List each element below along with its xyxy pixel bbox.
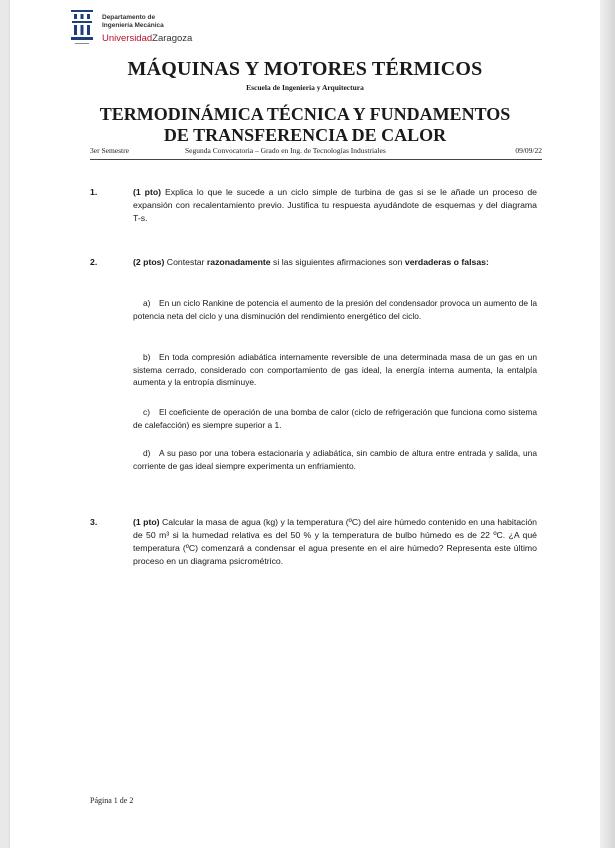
page-number: Página 1 de 2 (90, 796, 134, 805)
statement-c (133, 406, 537, 431)
subject-title-line-1: TERMODINÁMICA TÉCNICA Y FUNDAMENTOS (99, 104, 511, 124)
department-line-1: Departamento de (102, 14, 156, 21)
school-name: Escuela de Ingeniería y Arquitectura (246, 83, 364, 92)
statement-label: c) (143, 407, 150, 417)
exam-date: 09/09/22 (515, 146, 542, 155)
emphasis-reasoned: razonadamente (206, 257, 271, 267)
statement-b (133, 351, 537, 389)
viewer-edge (600, 0, 615, 848)
emphasis-true-false: verdaderas o falsas: (404, 257, 489, 267)
statement-label: a) (143, 298, 151, 308)
statement-text: En toda compresión adiabática internamente reversible de una determinada masa de un gas en un sistema cerrado, considerado con comportamiento de gas ideal, la energía interna aumenta, la entalpía aumenta y la entropía disminuye. (133, 352, 537, 387)
university-name-b: Zaragoza (152, 33, 193, 44)
subject-title (10, 104, 600, 146)
question-points: (2 ptos) (133, 257, 165, 267)
semester: 3er Semestre (90, 146, 129, 155)
statement-label: d) (143, 448, 151, 458)
question-text (133, 516, 537, 568)
university-logo (70, 8, 230, 54)
university-name (102, 33, 192, 45)
subject-title-line-2: DE TRANSFERENCIA DE CALOR (163, 125, 447, 145)
statement-text: En un ciclo Rankine de potencia el aumento de la presión del condensador provoca un aumento de la potencia neta del ciclo y una disminución del rendimiento energético del ciclo. (133, 298, 537, 321)
question-body-a: Contestar (164, 257, 207, 267)
statement-d (133, 447, 537, 472)
question-number: 2. (90, 257, 98, 267)
question-body-b: si las siguientes afirmaciones son (270, 257, 405, 267)
statement-label: b) (143, 352, 151, 362)
exam-page (10, 0, 600, 848)
university-name-a: Universidad (102, 33, 153, 44)
question-body: Calcular la masa de agua (kg) y la temperatura (ºC) del aire húmedo contenido en una habitación de 50 m³ si la humedad relativa es del 50 % y la temperatura de bulbo húmedo es de 22 ºC. ¿A qué temperatura (ºC) comenzará a condensar el agua presente en el aire húmedo? Representa este último proceso en un diagrama psicrométrico. (133, 517, 537, 566)
exam-call: Segunda Convocatoria – Grado en Ing. de Tecnologías Industriales (185, 146, 386, 155)
question-points: (1 pto) (133, 517, 160, 527)
question-text (133, 256, 537, 269)
statement-text: A su paso por una tobera estacionaria y adiabática, sin cambio de altura entre entrada y salida, una corriente de gas ideal siempre experimenta un enfriamiento. (133, 448, 537, 471)
question-number: 3. (90, 517, 98, 527)
question-text (133, 186, 537, 225)
university-crest-icon (70, 10, 94, 48)
statement-text: El coeficiente de operación de una bomba de calor (ciclo de refrigeración que funciona como sistema de calefacción) es siempre superior a 1. (133, 407, 537, 430)
question-points: (1 pto) (133, 187, 162, 197)
course-title: MÁQUINAS Y MOTORES TÉRMICOS (127, 58, 483, 80)
question-body: Explica lo que le sucede a un ciclo simple de turbina de gas si se le añade un proceso de expansión con recalentamiento previo. Justifica tu respuesta ayudándote de esquemas y del diagrama T-s. (133, 187, 537, 223)
exam-meta-line (90, 146, 542, 160)
question-number: 1. (90, 187, 98, 197)
statement-a (133, 297, 537, 322)
department-line-2: Ingeniería Mecánica (102, 22, 164, 29)
